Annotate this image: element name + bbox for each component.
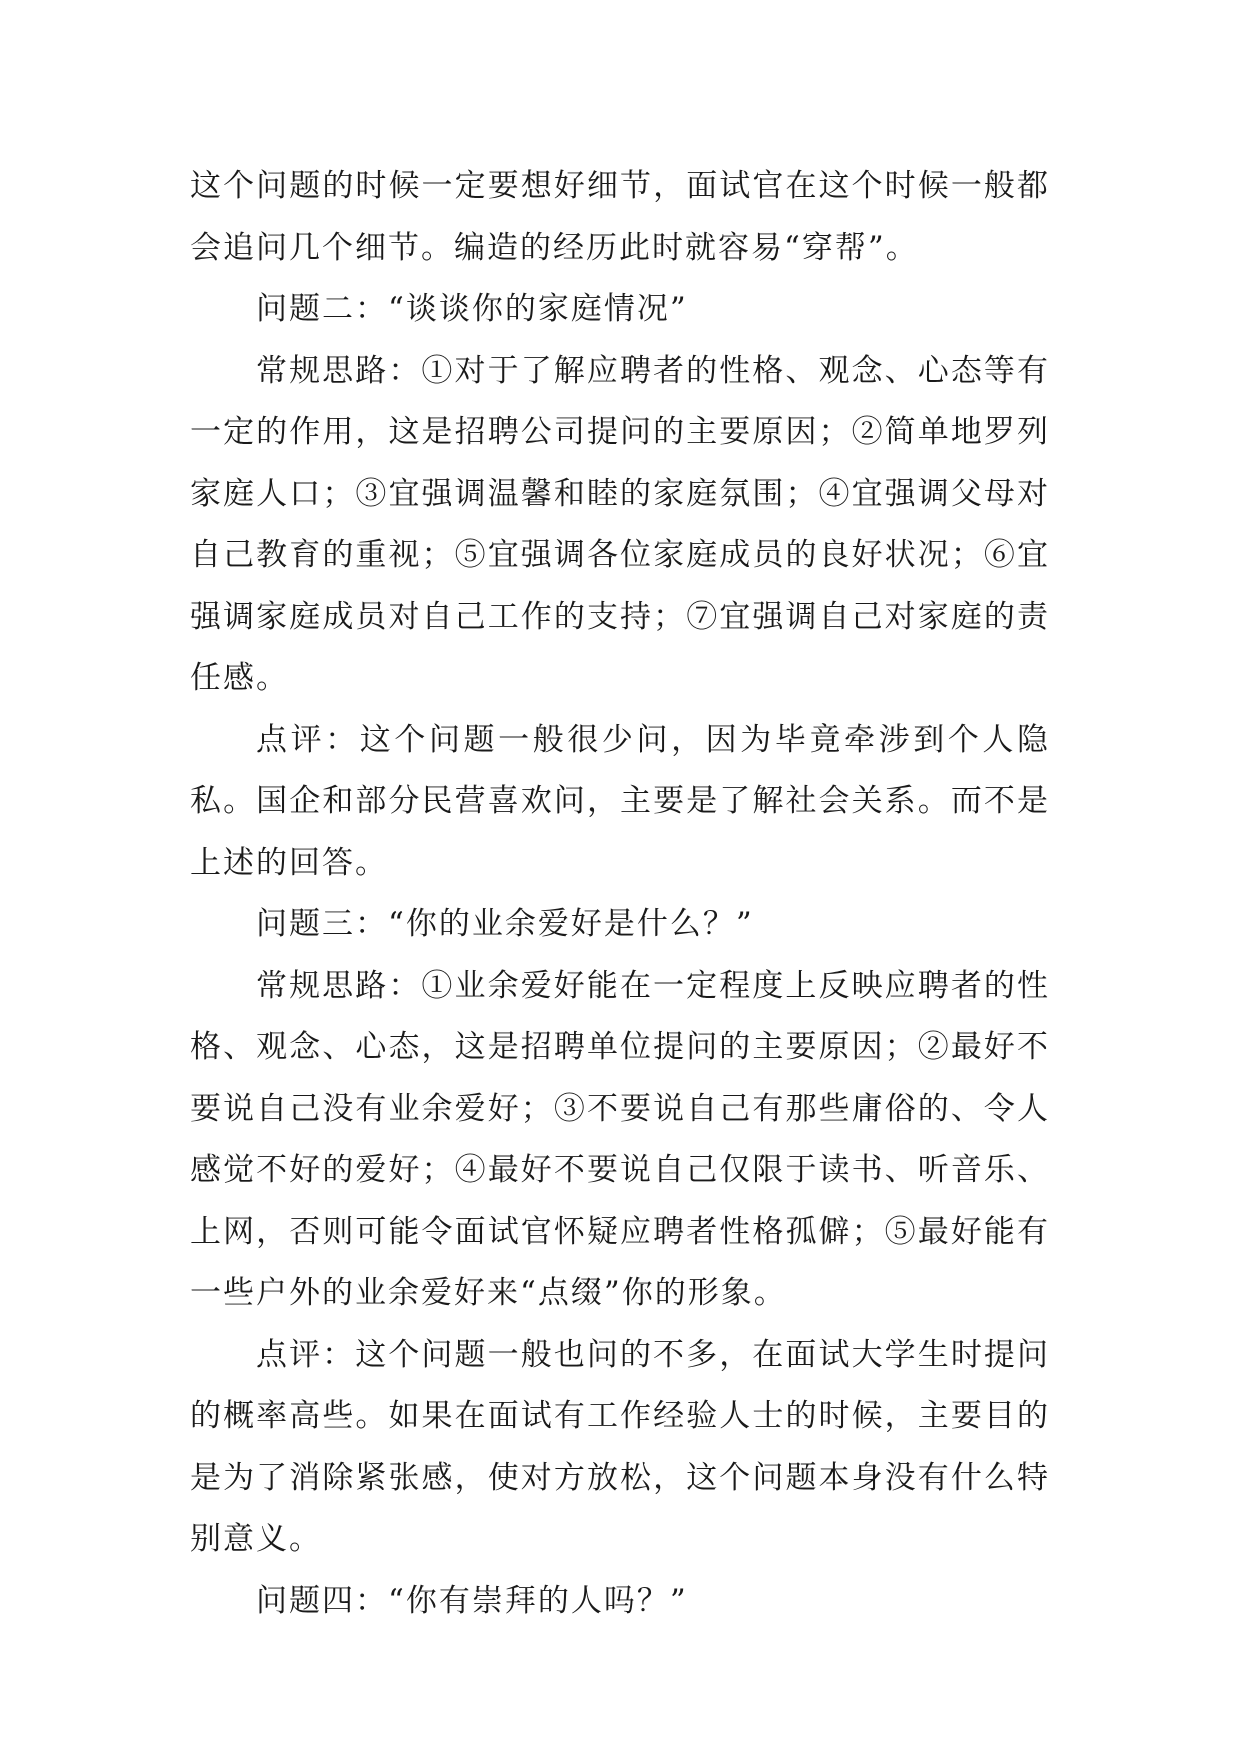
question-three-approach: 常规思路：①业余爱好能在一定程度上反映应聘者的性格、观念、心态，这是招聘单位提问的主要原因；②最好不要说自己没有业余爱好；③不要说自己有那些庸俗的、令人感觉不好的爱好；④最好不要说自己仅限于读书、听音乐、上网，否则可能令面试官怀疑应聘者性格孤僻；⑤最好能有一些户外的业余爱好来“点缀”你的形象。 [190,967,1050,1311]
question-two-heading: 问题二：“谈谈你的家庭情况” [256,291,688,327]
question-two-comment: 点评：这个问题一般很少问，因为毕竟牵涉到个人隐私。国企和部分民营喜欢问，主要是了解社会关系。而不是上述的回答。 [190,721,1050,881]
question-three-heading: 问题三：“你的业余爱好是什么？” [256,906,754,942]
document-body [190,156,1050,1632]
question-four-heading: 问题四：“你有崇拜的人吗？” [256,1582,688,1619]
paragraph-continuation: 这个问题的时候一定要想好细节，面试官在这个时候一般都会追问几个细节。编造的经历此时就容易“穿帮”。 [190,168,1050,266]
question-three-comment: 点评：这个问题一般也问的不多，在面试大学生时提问的概率高些。如果在面试有工作经验人士的时候，主要目的是为了消除紧张感，使对方放松，这个问题本身没有什么特别意义。 [190,1336,1050,1557]
question-two-approach: 常规思路：①对于了解应聘者的性格、观念、心态等有一定的作用，这是招聘公司提问的主要原因；②简单地罗列家庭人口；③宜强调温馨和睦的家庭氛围；④宜强调父母对自己教育的重视；⑤宜强调各位家庭成员的良好状况；⑥宜强调家庭成员对自己工作的支持；⑦宜强调自己对家庭的责任感。 [190,352,1050,696]
